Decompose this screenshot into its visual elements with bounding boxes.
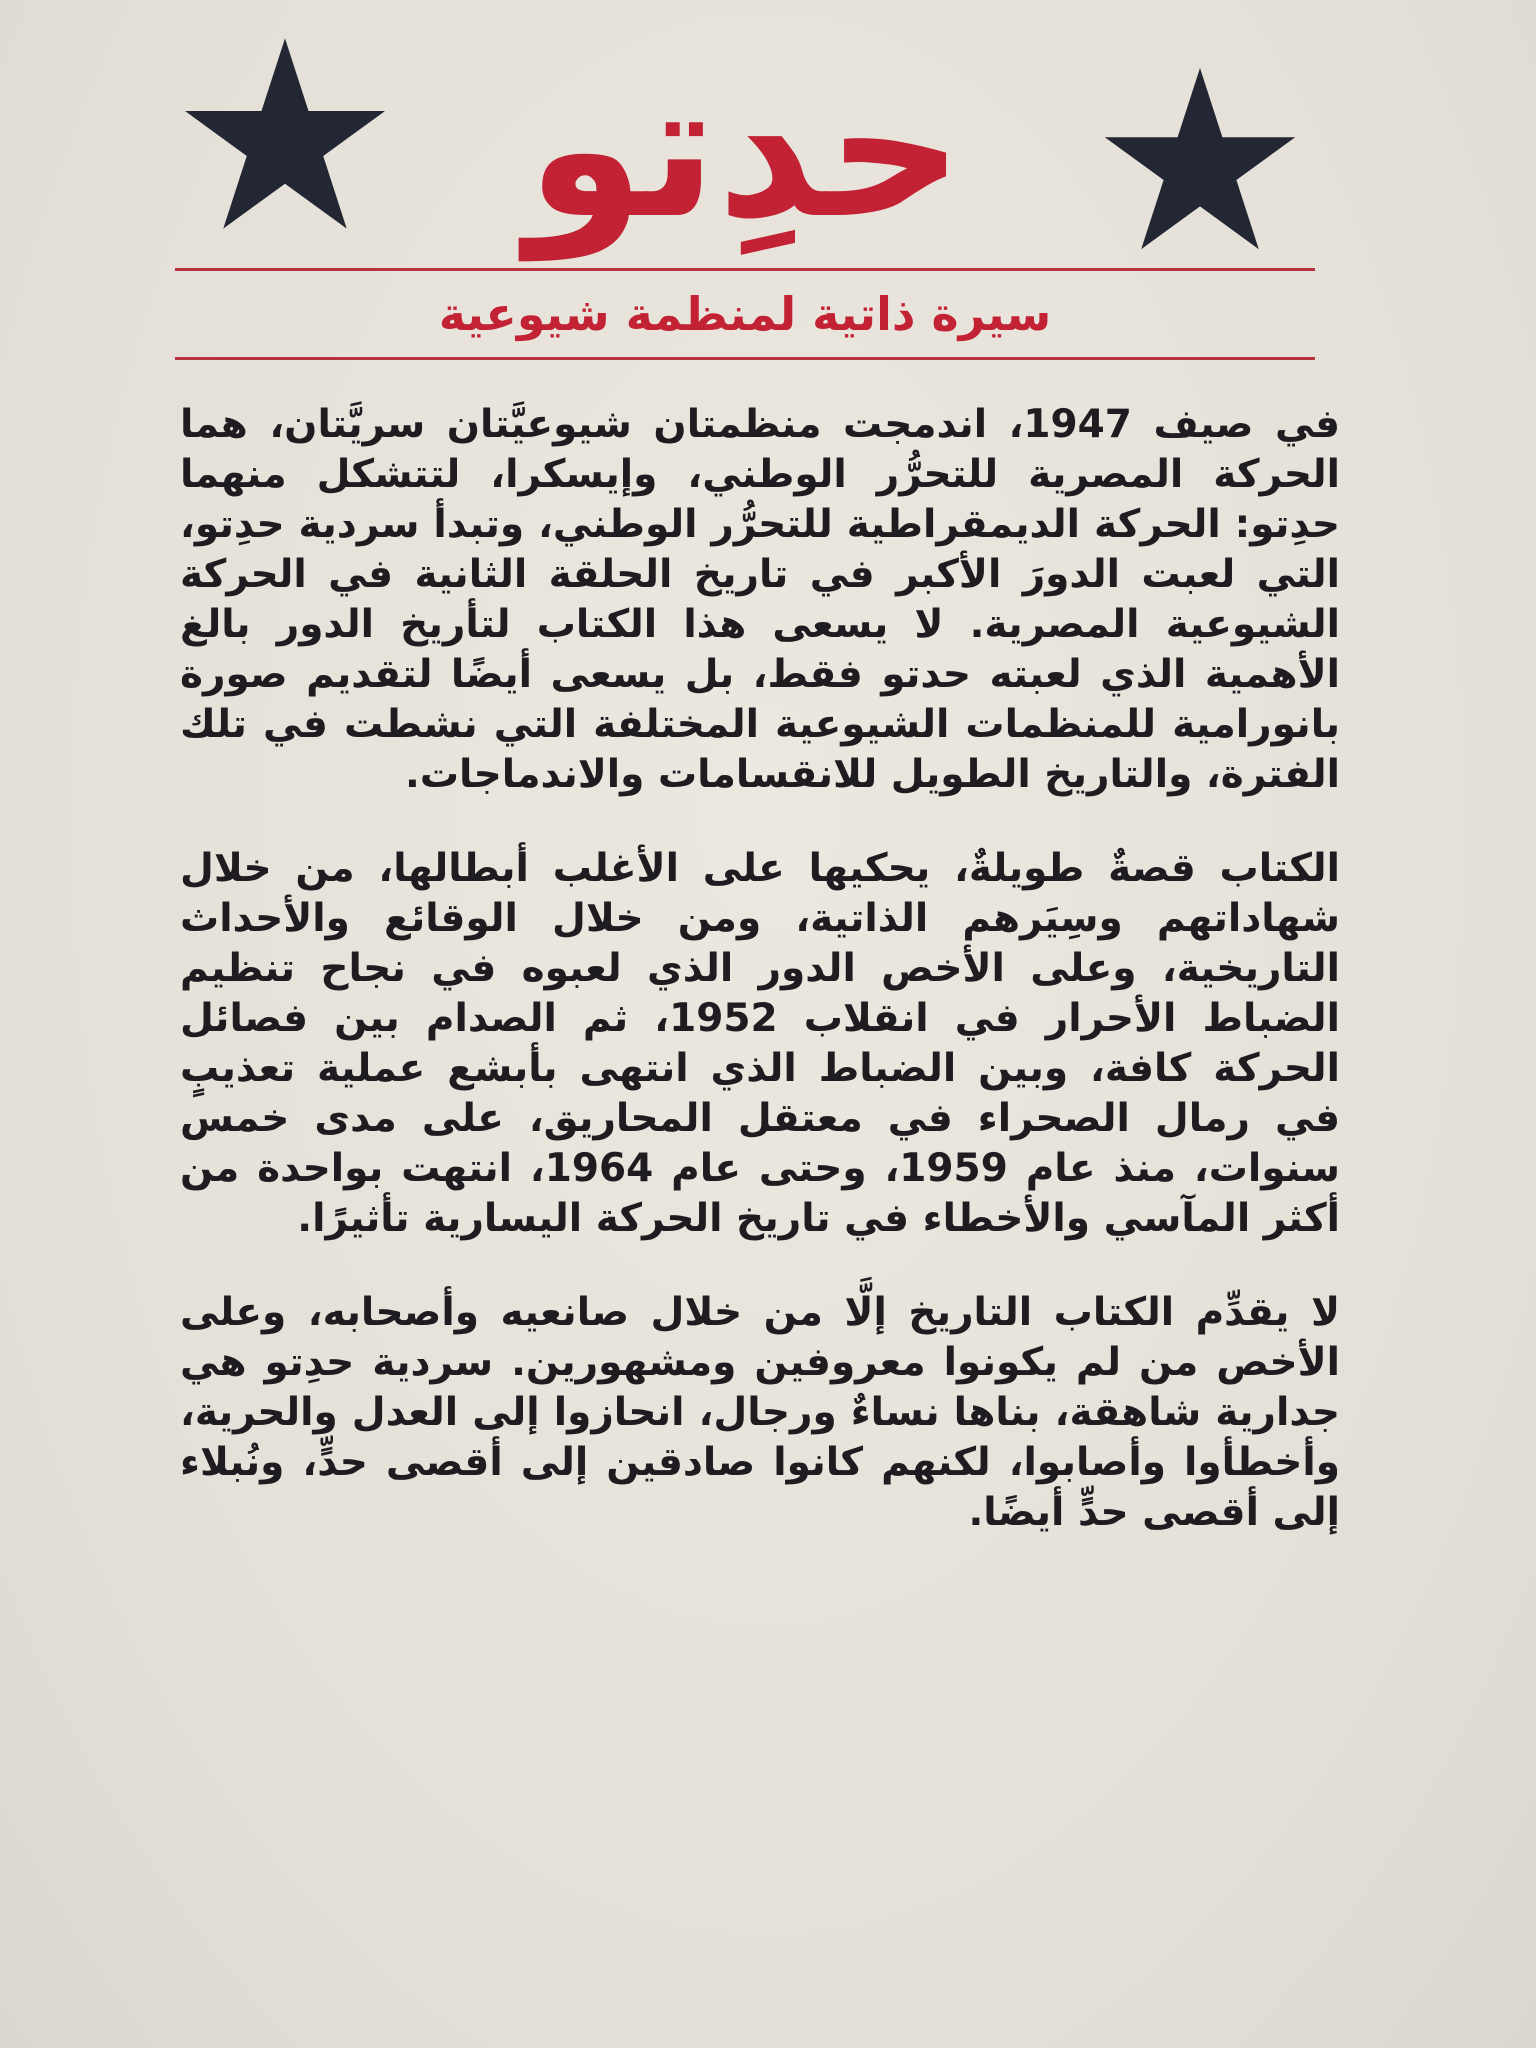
- star-icon: [180, 30, 390, 240]
- blurb-text: [180, 400, 1340, 1538]
- star-icon-right-shape: [1100, 60, 1300, 260]
- blurb-paragraph-1: في صيف 1947، اندمجت منظمتان شيوعيَّتان سريَّتان، هما الحركة المصرية للتحرُّر الوطني، وإيسكرا، لتتشكل منهما حدِتو: الحركة الديمقراطية للتحرُّر الوطني، وتبدأ سردية حدِتو، التي لعبت الدورَ الأكبر في تاريخ الحلقة الثانية في الحركة الشيوعية المصرية. لا يسعى هذا الكتاب لتأريخ الدور بالغ الأهمية الذي لعبته حدتو فقط، بل يسعى أيضًا لتقديم صورة بانورامية للمنظمات الشيوعية المختلفة التي نشطت في تلك الفترة، والتاريخ الطويل للانقسامات والاندماجات.: [180, 402, 1340, 797]
- star-icon: [1100, 60, 1300, 260]
- star-icon-left-shape: [180, 30, 390, 240]
- cover-header: [170, 20, 1320, 260]
- blurb-paragraph-2: الكتاب قصةٌ طويلةٌ، يحكيها على الأغلب أبطالها، من خلال شهاداتهم وسِيَرهم الذاتية، ومن خلال الوقائع والأحداث التاريخية، وعلى الأخص الدور الذي لعبوه في نجاح تنظيم الضباط الأحرار في انقلاب 1952، ثم الصدام بين فصائل الحركة كافة، وبين الضباط الذي انتهى بأبشع عملية تعذيبٍ في رمال الصحراء في معتقل المحاريق، على مدى خمس سنوات، منذ عام 1959، وحتى عام 1964، انتهت بواحدة من أكثر المآسي والأخطاء في تاريخ الحركة اليسارية تأثيرًا.: [180, 846, 1340, 1241]
- blurb-paragraph-3: لا يقدِّم الكتاب التاريخ إلَّا من خلال صانعيه وأصحابه، وعلى الأخص من لم يكونوا معروفين ومشهورين. سردية حدِتو هي جدارية شاهقة، بناها نساءٌ ورجال، انحازوا إلى العدل والحرية، وأخطأوا وأصابوا، لكنهم كانوا صادقين إلى أقصى حدٍّ، ونُبلاء إلى أقصى حدٍّ أيضًا.: [180, 1290, 1340, 1535]
- divider-bottom: [175, 357, 1315, 360]
- book-subtitle: سيرة ذاتية لمنظمة شيوعية: [438, 287, 1052, 341]
- divider-top: [175, 268, 1315, 271]
- subtitle-band: [175, 268, 1315, 360]
- book-title: حدِتو: [526, 39, 964, 260]
